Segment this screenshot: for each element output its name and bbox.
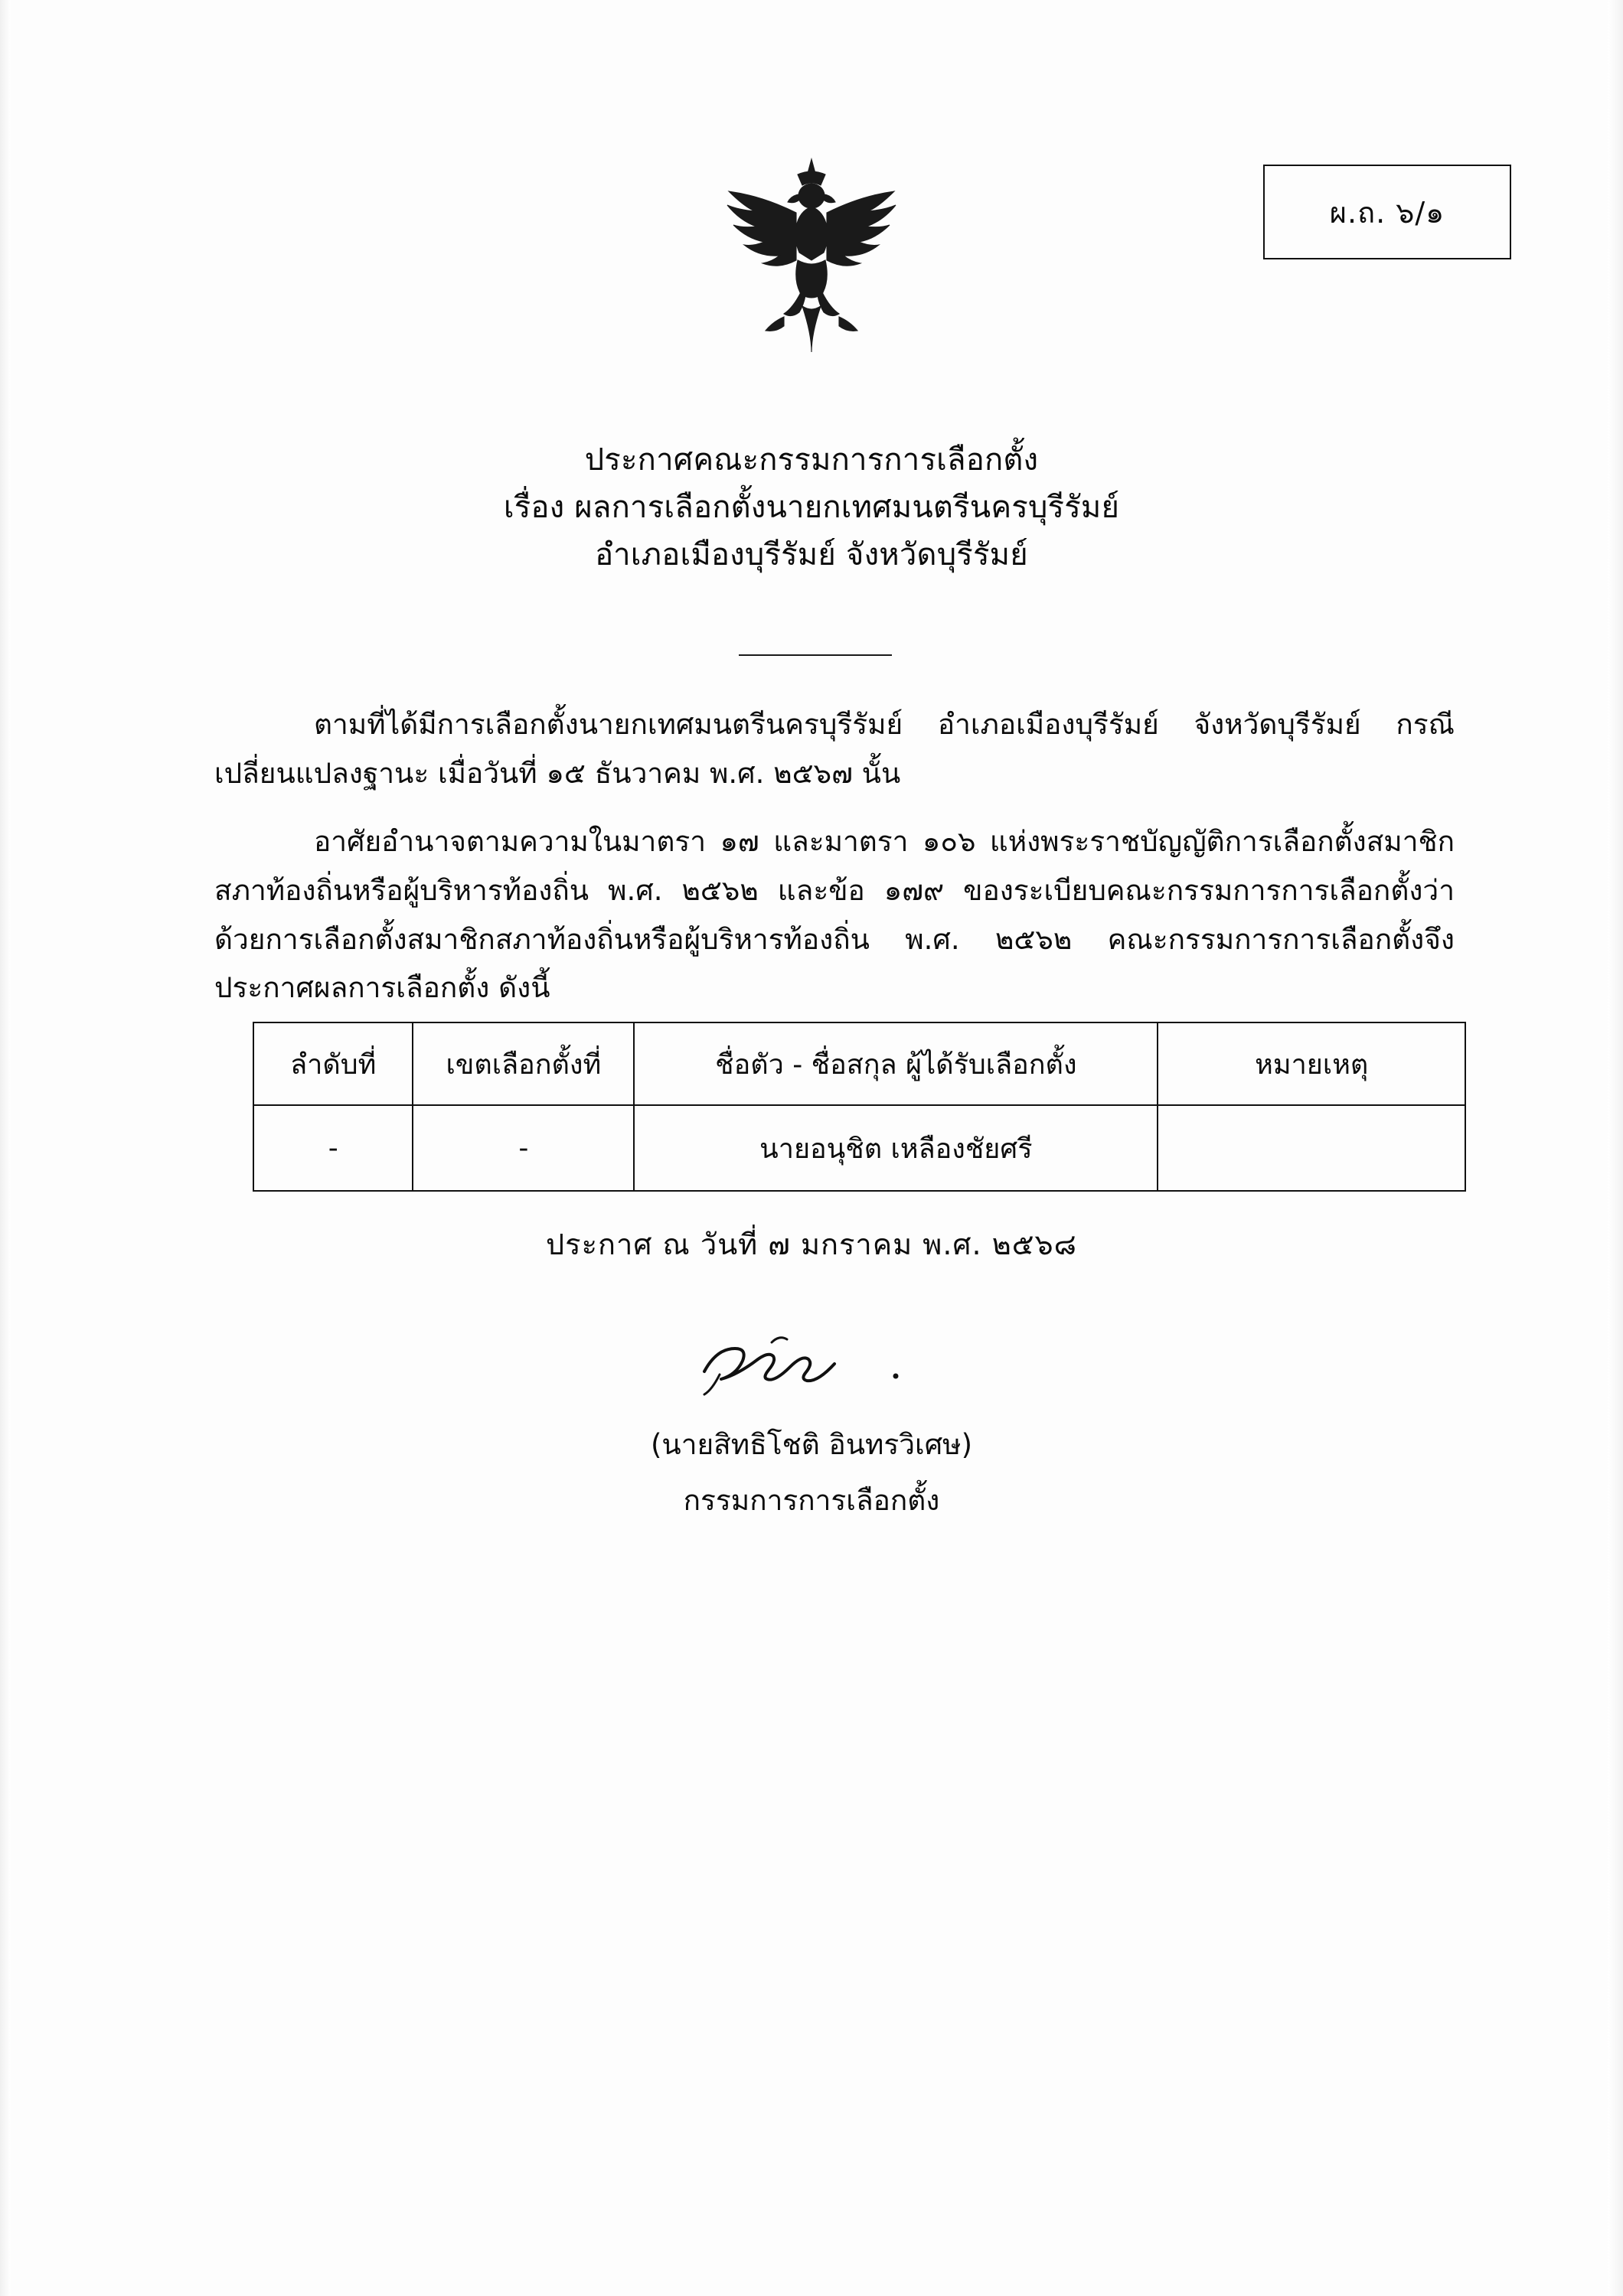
- title-divider: [739, 654, 892, 656]
- header-zone: เขตเลือกตั้งที่: [413, 1022, 634, 1105]
- garuda-emblem: [712, 153, 911, 383]
- header-order: ลำดับที่: [253, 1022, 413, 1105]
- signature-area: [0, 1324, 1623, 1523]
- table-row: [253, 1105, 1465, 1191]
- header-elected-name: ชื่อตัว - ชื่อสกุล ผู้ได้รับเลือกตั้ง: [634, 1022, 1158, 1105]
- body-text: [214, 700, 1455, 1032]
- cell-note: [1158, 1105, 1465, 1191]
- signatory-name: (นายสิทธิโชติ อินทรวิเศษ): [650, 1428, 973, 1461]
- title-line-2: เรื่อง ผลการเลือกตั้งนายกเทศมนตรีนครบุรีรัมย์: [503, 490, 1120, 525]
- title-line-3: อำเภอเมืองบุรีรัมย์ จังหวัดบุรีรัมย์: [595, 537, 1028, 572]
- handwritten-signature: [0, 1324, 1623, 1408]
- scan-edge-right: [1608, 0, 1623, 2296]
- announce-date: ประกาศ ณ วันที่ ๗ มกราคม พ.ศ. ๒๕๖๘: [546, 1228, 1077, 1261]
- cell-order: -: [253, 1105, 413, 1191]
- table-header-row: [253, 1022, 1465, 1105]
- cell-zone: -: [413, 1105, 634, 1191]
- signatory-role: กรรมการการเลือกตั้ง: [683, 1484, 940, 1517]
- paragraph-1: [214, 700, 1455, 797]
- scan-edge-left: [0, 0, 11, 2296]
- paragraph-1-text: ตามที่ได้มีการเลือกตั้งนายกเทศมนตรีนครบุรีรัมย์ อำเภอเมืองบุรีรัมย์ จังหวัดบุรีรัมย์ กรณีเปลี่ยนแปลงฐานะ เมื่อวันที่ ๑๕ ธันวาคม พ.ศ. ๒๕๖๗ นั้น: [214, 708, 1455, 790]
- title-line-1: ประกาศคณะกรรมการการเลือกตั้ง: [584, 442, 1039, 478]
- document-title: [0, 436, 1623, 579]
- form-code-box: [1263, 165, 1511, 259]
- header-note: หมายเหตุ: [1158, 1022, 1465, 1105]
- form-code-text: ผ.ถ. ๖/๑: [1329, 195, 1445, 230]
- cell-elected-name: นายอนุชิต เหลืองชัยศรี: [634, 1105, 1158, 1191]
- election-result-table: [253, 1022, 1466, 1192]
- paragraph-2-text: อาศัยอำนาจตามความในมาตรา ๑๗ และมาตรา ๑๐๖ แห่งพระราชบัญญัติการเลือกตั้งสมาชิกสภาท้องถิ่นหรือผู้บริหารท้องถิ่น พ.ศ. ๒๕๖๒ และข้อ ๑๗๙ ของระเบียบคณะกรรมการการเลือกตั้งว่าด้วยการเลือกตั้งสมาชิกสภาท้องถิ่นหรือผู้บริหารท้องถิ่น พ.ศ. ๒๕๖๒ คณะกรรมการการเลือกตั้งจึงประกาศผลการเลือกตั้ง ดังนี้: [214, 825, 1455, 1005]
- paragraph-2: [214, 817, 1455, 1013]
